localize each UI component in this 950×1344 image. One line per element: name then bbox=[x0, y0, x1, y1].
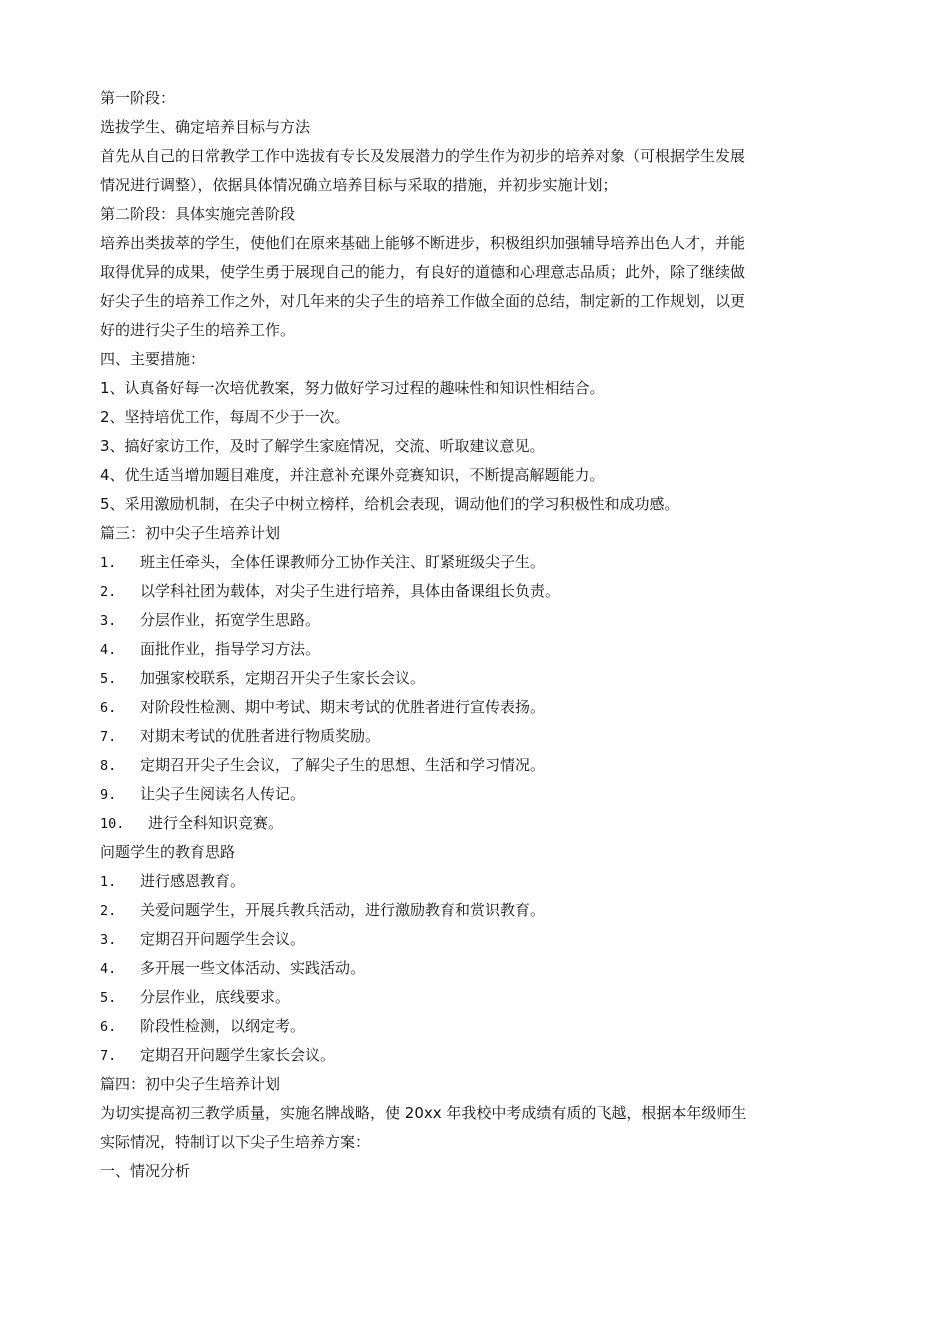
list-number: 5. bbox=[100, 990, 117, 1006]
list-item bbox=[100, 1012, 830, 1041]
list-item bbox=[100, 606, 830, 635]
list-number: 2. bbox=[100, 584, 117, 600]
list-item bbox=[100, 1041, 830, 1070]
paragraph-line: 好尖子生的培养工作之外，对几年来的尖子生的培养工作做全面的总结，制定新的工作规划，以更 bbox=[100, 292, 746, 310]
list-text: 多开展一些文体活动、实践活动。 bbox=[140, 959, 366, 977]
list-number: 9. bbox=[100, 787, 117, 803]
heading-part-three: 篇三：初中尖子生培养计划 bbox=[100, 524, 281, 542]
measure-item: 1、认真备好每一次培优教案，努力做好学习过程的趣味性和知识性相结合。 bbox=[100, 379, 605, 397]
list-text: 对期末考试的优胜者进行物质奖励。 bbox=[140, 727, 381, 745]
list-item bbox=[100, 577, 830, 606]
heading-part-four: 篇四：初中尖子生培养计划 bbox=[100, 1075, 281, 1093]
list-item bbox=[100, 925, 830, 954]
list-text: 分层作业，拓宽学生思路。 bbox=[140, 611, 321, 629]
list-item bbox=[100, 664, 830, 693]
list-text: 以学科社团为载体，对尖子生进行培养，具体由备课组长负责。 bbox=[140, 582, 561, 600]
heading-select-students: 选拔学生、确定培养目标与方法 bbox=[100, 118, 311, 136]
paragraph-line: 情况进行调整），依据具体情况确立培养目标与采取的措施，并初步实施计划； bbox=[100, 176, 618, 194]
list-text: 对阶段性检测、期中考试、期末考试的优胜者进行宣传表扬。 bbox=[140, 698, 546, 716]
measure-item: 2、坚持培优工作，每周不少于一次。 bbox=[100, 408, 350, 426]
list-number: 6. bbox=[100, 700, 117, 716]
paragraph-line: 好的进行尖子生的培养工作。 bbox=[100, 321, 296, 339]
paragraph-line: 首先从自己的日常教学工作中选拔有专长及发展潜力的学生作为初步的培养对象（可根据学生发展 bbox=[100, 147, 746, 165]
document-body bbox=[100, 84, 830, 1186]
heading-main-measures: 四、主要措施： bbox=[100, 350, 206, 368]
list-item bbox=[100, 722, 830, 751]
list-number: 10. bbox=[100, 816, 125, 832]
list-text: 进行感恩教育。 bbox=[140, 872, 246, 890]
list-text: 定期召开尖子生会议，了解尖子生的思想、生活和学习情况。 bbox=[140, 756, 546, 774]
list-text: 让尖子生阅读名人传记。 bbox=[140, 785, 306, 803]
list-text: 阶段性检测，以纲定考。 bbox=[140, 1017, 306, 1035]
list-item bbox=[100, 896, 830, 925]
list-number: 3. bbox=[100, 613, 117, 629]
list-number: 8. bbox=[100, 758, 117, 774]
list-text: 关爱问题学生，开展兵教兵活动，进行激励教育和赏识教育。 bbox=[140, 901, 546, 919]
list-number: 6. bbox=[100, 1019, 117, 1035]
list-text: 班主任牵头，全体任课教师分工协作关注、盯紧班级尖子生。 bbox=[140, 553, 546, 571]
heading-problem-students: 问题学生的教育思路 bbox=[100, 843, 236, 861]
list-item bbox=[100, 635, 830, 664]
measure-item: 5、采用激励机制，在尖子中树立榜样，给机会表现，调动他们的学习积极性和成功感。 bbox=[100, 495, 680, 513]
list-item bbox=[100, 693, 830, 722]
list-number: 3. bbox=[100, 932, 117, 948]
heading-stage-one: 第一阶段： bbox=[100, 89, 176, 107]
paragraph-line: 培养出类拔萃的学生，使他们在原来基础上能够不断进步，积极组织加强辅导培养出色人才，并能 bbox=[100, 234, 746, 252]
list-text: 进行全科知识竞赛。 bbox=[148, 814, 284, 832]
list-number: 4. bbox=[100, 642, 117, 658]
list-number: 2. bbox=[100, 903, 117, 919]
paragraph-line: 实际情况，特制订以下尖子生培养方案： bbox=[100, 1133, 371, 1151]
list-text: 定期召开问题学生会议。 bbox=[140, 930, 306, 948]
measure-item: 4、优生适当增加题目难度，并注意补充课外竞赛知识，不断提高解题能力。 bbox=[100, 466, 605, 484]
heading-situation-analysis: 一、情况分析 bbox=[100, 1162, 191, 1180]
list-text: 分层作业，底线要求。 bbox=[140, 988, 291, 1006]
list-number: 7. bbox=[100, 729, 117, 745]
list-number: 7. bbox=[100, 1048, 117, 1064]
list-text: 面批作业，指导学习方法。 bbox=[140, 640, 321, 658]
list-item bbox=[100, 809, 830, 838]
list-item bbox=[100, 867, 830, 896]
list-item bbox=[100, 954, 830, 983]
list-item bbox=[100, 751, 830, 780]
list-text: 加强家校联系，定期召开尖子生家长会议。 bbox=[140, 669, 426, 687]
list-text: 定期召开问题学生家长会议。 bbox=[140, 1046, 336, 1064]
measure-item: 3、搞好家访工作，及时了解学生家庭情况，交流、听取建议意见。 bbox=[100, 437, 545, 455]
list-number: 4. bbox=[100, 961, 117, 977]
paragraph-line: 为切实提高初三教学质量，实施名牌战略，使 20xx 年我校中考成绩有质的飞越，根据本年级师生 bbox=[100, 1104, 747, 1122]
list-item bbox=[100, 548, 830, 577]
heading-stage-two: 第二阶段：具体实施完善阶段 bbox=[100, 205, 296, 223]
list-item bbox=[100, 780, 830, 809]
list-item bbox=[100, 983, 830, 1012]
list-number: 5. bbox=[100, 671, 117, 687]
paragraph-line: 取得优异的成果，使学生勇于展现自己的能力，有良好的道德和心理意志品质；此外，除了继续做 bbox=[100, 263, 746, 281]
list-number: 1. bbox=[100, 874, 117, 890]
list-number: 1. bbox=[100, 555, 117, 571]
